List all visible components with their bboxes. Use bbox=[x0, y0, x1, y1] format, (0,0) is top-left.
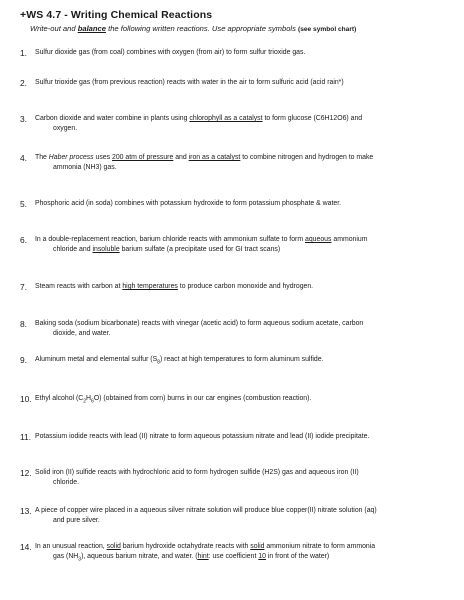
question-text: chloride and bbox=[53, 246, 93, 253]
question-hint: hint bbox=[197, 553, 209, 560]
question-text: Solid iron (II) sulfide reacts with hydrochloric acid to form hydrogen sulfide (H2S) gas and aqueous iron (II) bbox=[35, 469, 359, 476]
question-subscript: 2 bbox=[83, 398, 87, 405]
question-subscript: 3 bbox=[78, 556, 82, 563]
question-underline: chlorophyll as a catalyst bbox=[189, 115, 263, 122]
question-4 bbox=[20, 153, 452, 173]
instructions bbox=[30, 24, 356, 33]
question-underline: iron as a catalyst bbox=[188, 154, 241, 161]
question-number: 6. bbox=[20, 235, 27, 245]
question-14 bbox=[20, 542, 452, 562]
question-number: 14. bbox=[20, 542, 32, 552]
question-text: ), aqueous barium nitrate, and water. ( bbox=[81, 553, 198, 560]
question-underline: insoluble bbox=[92, 246, 120, 253]
question-text: Phosphoric acid (in soda) combines with potassium hydroxide to form potassium phosphate & water. bbox=[35, 200, 342, 207]
instructions-text-1: Write-out and bbox=[30, 24, 78, 33]
question-text: chloride. bbox=[53, 479, 80, 486]
question-number: 12. bbox=[20, 468, 32, 478]
question-text: and bbox=[173, 154, 189, 161]
question-8 bbox=[20, 319, 452, 339]
question-underline: 10 bbox=[258, 553, 266, 560]
question-number: 9. bbox=[20, 355, 27, 365]
question-subscript: 8 bbox=[157, 359, 160, 366]
question-text: H bbox=[86, 395, 92, 402]
question-3 bbox=[20, 114, 452, 134]
question-italic: Haber process bbox=[48, 154, 94, 161]
question-text: dioxide, and water. bbox=[53, 330, 111, 337]
question-underline: aqueous bbox=[305, 236, 332, 243]
question-7 bbox=[20, 282, 452, 292]
question-text: ammonia (NH3) gas. bbox=[53, 164, 117, 171]
question-number: 2. bbox=[20, 78, 27, 88]
question-text: barium hydroxide octahydrate reacts with bbox=[120, 543, 251, 550]
question-text: ammonium bbox=[331, 236, 368, 243]
question-text: Steam reacts with carbon at bbox=[35, 283, 123, 290]
question-text: uses bbox=[93, 154, 112, 161]
question-1 bbox=[20, 48, 452, 58]
question-number: 13. bbox=[20, 506, 32, 516]
question-text: Aluminum metal and elemental sulfur (S bbox=[35, 356, 158, 363]
question-text: gas (NH bbox=[53, 553, 79, 560]
question-5 bbox=[20, 199, 452, 209]
question-13 bbox=[20, 506, 452, 526]
question-text: and pure silver. bbox=[53, 517, 100, 524]
question-text: : use coefficient bbox=[208, 553, 259, 560]
question-number: 3. bbox=[20, 114, 27, 124]
question-number: 11. bbox=[20, 432, 32, 442]
question-text: ) react at high temperatures to form aluminum sulfide. bbox=[159, 356, 324, 363]
question-text: oxygen. bbox=[53, 125, 78, 132]
question-12 bbox=[20, 468, 452, 488]
question-underline: solid bbox=[250, 543, 265, 550]
question-number: 8. bbox=[20, 319, 27, 329]
question-underline: high temperatures bbox=[122, 283, 178, 290]
question-number: 5. bbox=[20, 199, 27, 209]
question-2 bbox=[20, 78, 452, 88]
question-text: Potassium iodide reacts with lead (II) nitrate to form aqueous potassium nitrate and lead (II) iodide precipitate. bbox=[35, 433, 370, 440]
question-number: 1. bbox=[20, 48, 27, 58]
question-number: 10. bbox=[20, 394, 32, 404]
question-10 bbox=[20, 394, 452, 404]
question-text: Baking soda (sodium bicarbonate) reacts with vinegar (acetic acid) to form aqueous sodium acetate, carbon bbox=[35, 320, 364, 327]
question-text: A piece of copper wire placed in a aqueous silver nitrate solution will produce blue copper(II) nitrate solution (aq) bbox=[35, 507, 377, 514]
question-9 bbox=[20, 355, 452, 365]
question-text: O) (obtained from corn) burns in our car engines (combustion reaction). bbox=[93, 395, 312, 402]
instructions-text-2: the following written reactions. Use appropriate symbols bbox=[105, 24, 299, 33]
question-text: In a double-replacement reaction, barium chloride reacts with ammonium sulfate to form bbox=[35, 236, 306, 243]
question-text: to produce carbon monoxide and hydrogen. bbox=[177, 283, 314, 290]
instructions-balance: balance bbox=[77, 24, 106, 33]
question-text: barium sulfate (a precipitate used for GI tract scans) bbox=[119, 246, 281, 253]
question-underline: 200 atm of pressure bbox=[112, 154, 174, 161]
question-text: Sulfur dioxide gas (from coal) combines with oxygen (from air) to form sulfur trioxide gas. bbox=[35, 49, 306, 56]
question-text: in front of the water) bbox=[265, 553, 330, 560]
question-text: Carbon dioxide and water combine in plants using bbox=[35, 115, 190, 122]
question-number: 4. bbox=[20, 153, 27, 163]
question-text: Sulfur trioxide gas (from previous reaction) reacts with water in the air to form sulfuric acid (acid rain*) bbox=[35, 79, 344, 86]
question-11 bbox=[20, 432, 452, 442]
question-subscript: 6 bbox=[91, 398, 94, 405]
page-title: +WS 4.7 - Writing Chemical Reactions bbox=[20, 9, 213, 21]
question-6 bbox=[20, 235, 452, 255]
question-text: In an unusual reaction, bbox=[35, 543, 107, 550]
question-text: Ethyl alcohol (C bbox=[35, 395, 84, 402]
question-text: The bbox=[35, 154, 49, 161]
question-text: ammonium nitrate to form ammonia bbox=[264, 543, 376, 550]
question-text: to form glucose (C6H12O6) and bbox=[262, 115, 363, 122]
question-underline: solid bbox=[106, 543, 121, 550]
question-number: 7. bbox=[20, 282, 27, 292]
instructions-symbol-chart: (see symbol chart) bbox=[298, 26, 357, 33]
question-text: to combine nitrogen and hydrogen to make bbox=[240, 154, 374, 161]
